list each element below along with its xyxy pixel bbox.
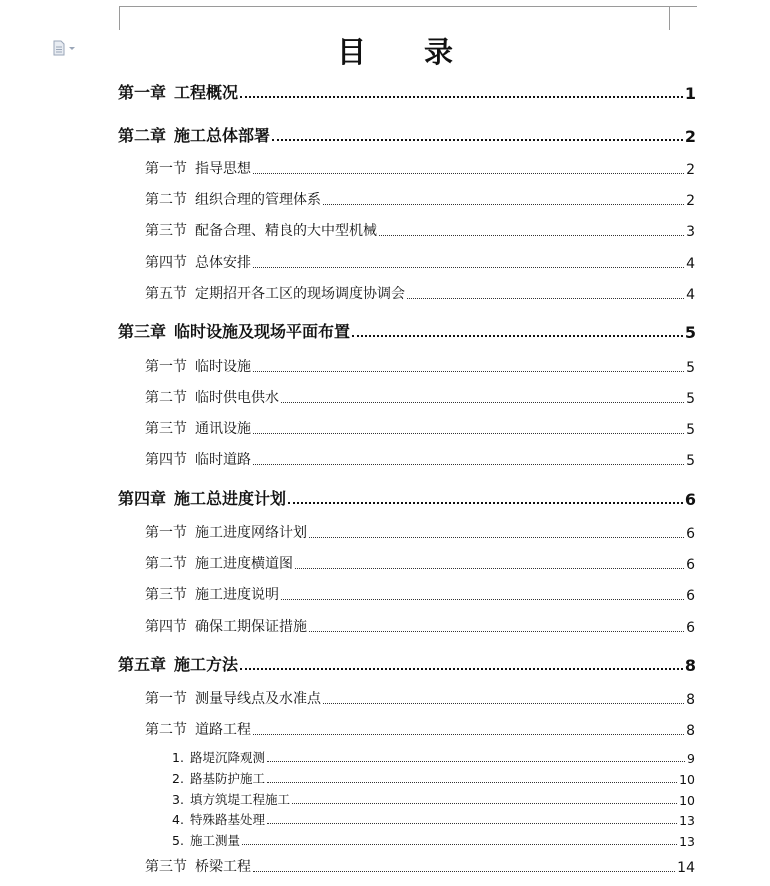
toc-page-number: 8 bbox=[686, 692, 695, 708]
toc-subsection-entry[interactable] bbox=[172, 810, 695, 828]
toc-entry-text: 施工进度横道图 bbox=[195, 556, 293, 572]
toc-entry-text: 施工总体部署 bbox=[174, 126, 271, 145]
toc-page-number: 6 bbox=[686, 526, 695, 542]
toc-page-number: 6 bbox=[686, 588, 695, 604]
leader-dots bbox=[352, 334, 683, 337]
toc-entry-label bbox=[172, 748, 265, 766]
toc-entry-text: 通讯设施 bbox=[195, 421, 251, 437]
toc-entry-prefix: 第二节 bbox=[145, 722, 187, 738]
toc-entry-text: 临时道路 bbox=[195, 452, 251, 468]
toc-entry-label bbox=[145, 356, 251, 376]
leader-dots bbox=[292, 802, 677, 804]
toc-entry-label bbox=[172, 769, 265, 787]
leader-dots bbox=[253, 463, 684, 465]
toc-page-number: 6 bbox=[684, 490, 696, 509]
toc-entry-prefix: 第四节 bbox=[145, 452, 187, 468]
toc-page-number: 2 bbox=[686, 162, 695, 178]
toc-section-entry[interactable] bbox=[145, 158, 695, 178]
leader-dots bbox=[253, 172, 684, 174]
leader-dots bbox=[281, 401, 684, 403]
toc-entry-label bbox=[145, 584, 279, 604]
leader-dots bbox=[253, 432, 684, 434]
leader-dots bbox=[240, 667, 683, 670]
toc-entry-prefix: 1. bbox=[172, 750, 184, 765]
toc-page-number: 5 bbox=[684, 323, 696, 342]
toc-page-number: 2 bbox=[686, 193, 695, 209]
toc-section-entry[interactable] bbox=[145, 418, 695, 438]
toc-page-number: 10 bbox=[679, 793, 695, 808]
toc-entry-label bbox=[145, 553, 293, 573]
toc-entry-text: 路堤沉降观测 bbox=[190, 750, 266, 765]
toc-chapter-entry[interactable] bbox=[118, 319, 696, 342]
toc-entry-text: 临时设施及现场平面布置 bbox=[174, 322, 351, 341]
toc-entry-label bbox=[145, 418, 251, 438]
toc-chapter-entry[interactable] bbox=[118, 486, 696, 509]
toc-entry-prefix: 第三节 bbox=[145, 223, 187, 239]
toc-chapter-entry[interactable] bbox=[118, 123, 696, 146]
page-top-edge bbox=[119, 6, 670, 8]
toc-entry-label bbox=[145, 252, 251, 272]
toc-entry-prefix: 第三章 bbox=[118, 322, 167, 341]
toc-entry-label bbox=[145, 387, 279, 407]
toc-entry-text: 桥梁工程 bbox=[195, 859, 251, 875]
toc-entry-text: 施工进度网络计划 bbox=[195, 525, 307, 541]
toc-entry-prefix: 第三节 bbox=[145, 859, 187, 875]
leader-dots bbox=[253, 266, 684, 268]
leader-dots bbox=[267, 781, 677, 783]
toc-page-number: 1 bbox=[684, 84, 696, 103]
toc-entry-text: 临时供电供水 bbox=[195, 390, 279, 406]
toc-page-number: 13 bbox=[679, 813, 695, 828]
toc-entry-text: 特殊路基处理 bbox=[190, 812, 266, 827]
toc-entry-prefix: 第二节 bbox=[145, 192, 187, 208]
toc-section-entry[interactable] bbox=[145, 220, 695, 240]
toc-entry-text: 道路工程 bbox=[195, 722, 251, 738]
crop-mark-top-right bbox=[669, 6, 671, 30]
toc-subsection-entry[interactable] bbox=[172, 748, 695, 766]
toc-page-number: 8 bbox=[686, 723, 695, 739]
toc-entry-prefix: 第四节 bbox=[145, 255, 187, 271]
toc-section-entry[interactable] bbox=[145, 856, 695, 876]
toc-entry-label bbox=[118, 80, 238, 103]
toc-page-number: 3 bbox=[686, 224, 695, 240]
toc-entry-prefix: 第二节 bbox=[145, 390, 187, 406]
toc-entry-prefix: 第一节 bbox=[145, 359, 187, 375]
toc-entry-prefix: 第一节 bbox=[145, 525, 187, 541]
leader-dots bbox=[242, 843, 677, 845]
toc-entry-prefix: 第三节 bbox=[145, 587, 187, 603]
toc-subsection-entry[interactable] bbox=[172, 790, 695, 808]
toc-section-entry[interactable] bbox=[145, 553, 695, 573]
leader-dots bbox=[267, 760, 685, 762]
toc-page-number: 13 bbox=[679, 834, 695, 849]
toc-entry-label bbox=[145, 283, 405, 303]
toc-section-entry[interactable] bbox=[145, 522, 695, 542]
toc-entry-label bbox=[145, 719, 251, 739]
toc-page-number: 6 bbox=[686, 557, 695, 573]
toc-entry-text: 施工进度说明 bbox=[195, 587, 279, 603]
toc-entry-label bbox=[145, 688, 321, 708]
toc-entry-text: 施工方法 bbox=[174, 655, 239, 674]
leader-dots bbox=[253, 870, 675, 872]
toc-entry-label bbox=[145, 449, 251, 469]
toc-page-number: 8 bbox=[684, 656, 696, 675]
toc-entry-text: 工程概况 bbox=[174, 83, 239, 102]
toc-page-number: 14 bbox=[677, 860, 695, 876]
toc-entry-label bbox=[145, 616, 307, 636]
toc-entry-text: 临时设施 bbox=[195, 359, 251, 375]
toc-section-entry[interactable] bbox=[145, 719, 695, 739]
toc-entry-label bbox=[118, 123, 270, 146]
leader-dots bbox=[288, 501, 683, 504]
toc-section-entry[interactable] bbox=[145, 356, 695, 376]
leader-dots bbox=[309, 630, 684, 632]
toc-page-number: 5 bbox=[686, 422, 695, 438]
toc-section-entry[interactable] bbox=[145, 189, 695, 209]
toc-page-number: 2 bbox=[684, 127, 696, 146]
toc-chapter-entry[interactable] bbox=[118, 80, 696, 103]
toc-entry-label bbox=[145, 189, 321, 209]
toc-section-entry[interactable] bbox=[145, 584, 695, 604]
toc-page-number: 10 bbox=[679, 772, 695, 787]
toc-entry-text: 测量导线点及水准点 bbox=[195, 691, 321, 707]
toc-section-entry[interactable] bbox=[145, 688, 695, 708]
leader-dots bbox=[272, 138, 683, 141]
toc-entry-prefix: 第四章 bbox=[118, 489, 167, 508]
toc-entry-label bbox=[118, 486, 286, 509]
leader-dots bbox=[295, 567, 684, 569]
toc-entry-prefix: 5. bbox=[172, 833, 184, 848]
toc-entry-text: 施工总进度计划 bbox=[174, 489, 287, 508]
toc-section-entry[interactable] bbox=[145, 252, 695, 272]
toc-page-number: 5 bbox=[686, 391, 695, 407]
toc-entry-label bbox=[145, 158, 251, 178]
toc-entry-prefix: 3. bbox=[172, 792, 184, 807]
toc-entry-prefix: 第一章 bbox=[118, 83, 167, 102]
toc-entry-prefix: 第一节 bbox=[145, 161, 187, 177]
leader-dots bbox=[309, 536, 684, 538]
toc-section-entry[interactable] bbox=[145, 616, 695, 636]
toc-entry-label bbox=[145, 856, 251, 876]
toc-entry-text: 组织合理的管理体系 bbox=[195, 192, 321, 208]
toc-page-number: 9 bbox=[687, 751, 695, 766]
toc-entry-prefix: 第五节 bbox=[145, 286, 187, 302]
toc-section-entry[interactable] bbox=[145, 283, 695, 303]
toc-entry-label bbox=[172, 790, 290, 808]
leader-dots bbox=[267, 822, 677, 824]
toc-entry-text: 填方筑堤工程施工 bbox=[190, 792, 291, 807]
crop-mark-top-left bbox=[119, 6, 121, 30]
toc-entry-prefix: 第三节 bbox=[145, 421, 187, 437]
toc-entry-text: 确保工期保证措施 bbox=[195, 619, 307, 635]
toc-entry-text: 指导思想 bbox=[195, 161, 251, 177]
leader-dots bbox=[253, 733, 684, 735]
toc-entry-label bbox=[145, 522, 307, 542]
toc-page-number: 5 bbox=[686, 360, 695, 376]
toc-entry-text: 路基防护施工 bbox=[190, 771, 266, 786]
toc-subsection-entry[interactable] bbox=[172, 831, 695, 849]
toc-entry-prefix: 2. bbox=[172, 771, 184, 786]
toc-entry-prefix: 第二节 bbox=[145, 556, 187, 572]
toc-section-entry[interactable] bbox=[145, 387, 695, 407]
leader-dots bbox=[253, 370, 684, 372]
crop-mark-top-right-h bbox=[669, 6, 697, 8]
toc-page-number: 5 bbox=[686, 453, 695, 469]
toc-entry-prefix: 第二章 bbox=[118, 126, 167, 145]
toc-entry-prefix: 第五章 bbox=[118, 655, 167, 674]
leader-dots bbox=[379, 234, 684, 236]
toc-entry-label bbox=[172, 831, 240, 849]
toc-entry-prefix: 第一节 bbox=[145, 691, 187, 707]
toc-entry-label bbox=[118, 319, 350, 342]
toc-entry-text: 施工测量 bbox=[190, 833, 241, 848]
toc-subsection-entry[interactable] bbox=[172, 769, 695, 787]
toc-entry-prefix: 第四节 bbox=[145, 619, 187, 635]
toc-page-number: 6 bbox=[686, 620, 695, 636]
toc-entry-text: 配备合理、精良的大中型机械 bbox=[195, 223, 377, 239]
leader-dots bbox=[407, 297, 684, 299]
toc-title: 目 录 bbox=[336, 35, 453, 69]
toc-page-number: 4 bbox=[686, 287, 695, 303]
toc-entry-text: 定期招开各工区的现场调度协调会 bbox=[195, 286, 405, 302]
leader-dots bbox=[323, 203, 684, 205]
toc-chapter-entry[interactable] bbox=[118, 652, 696, 675]
toc-entry-text: 总体安排 bbox=[195, 255, 251, 271]
leader-dots bbox=[323, 702, 684, 704]
toc-entry-label bbox=[118, 652, 238, 675]
toc-entry-label bbox=[172, 810, 265, 828]
toc-entry-prefix: 4. bbox=[172, 812, 184, 827]
leader-dots bbox=[240, 95, 683, 98]
toc-page-number: 4 bbox=[686, 256, 695, 272]
leader-dots bbox=[281, 598, 684, 600]
toc-section-entry[interactable] bbox=[145, 449, 695, 469]
toc-entry-label bbox=[145, 220, 377, 240]
